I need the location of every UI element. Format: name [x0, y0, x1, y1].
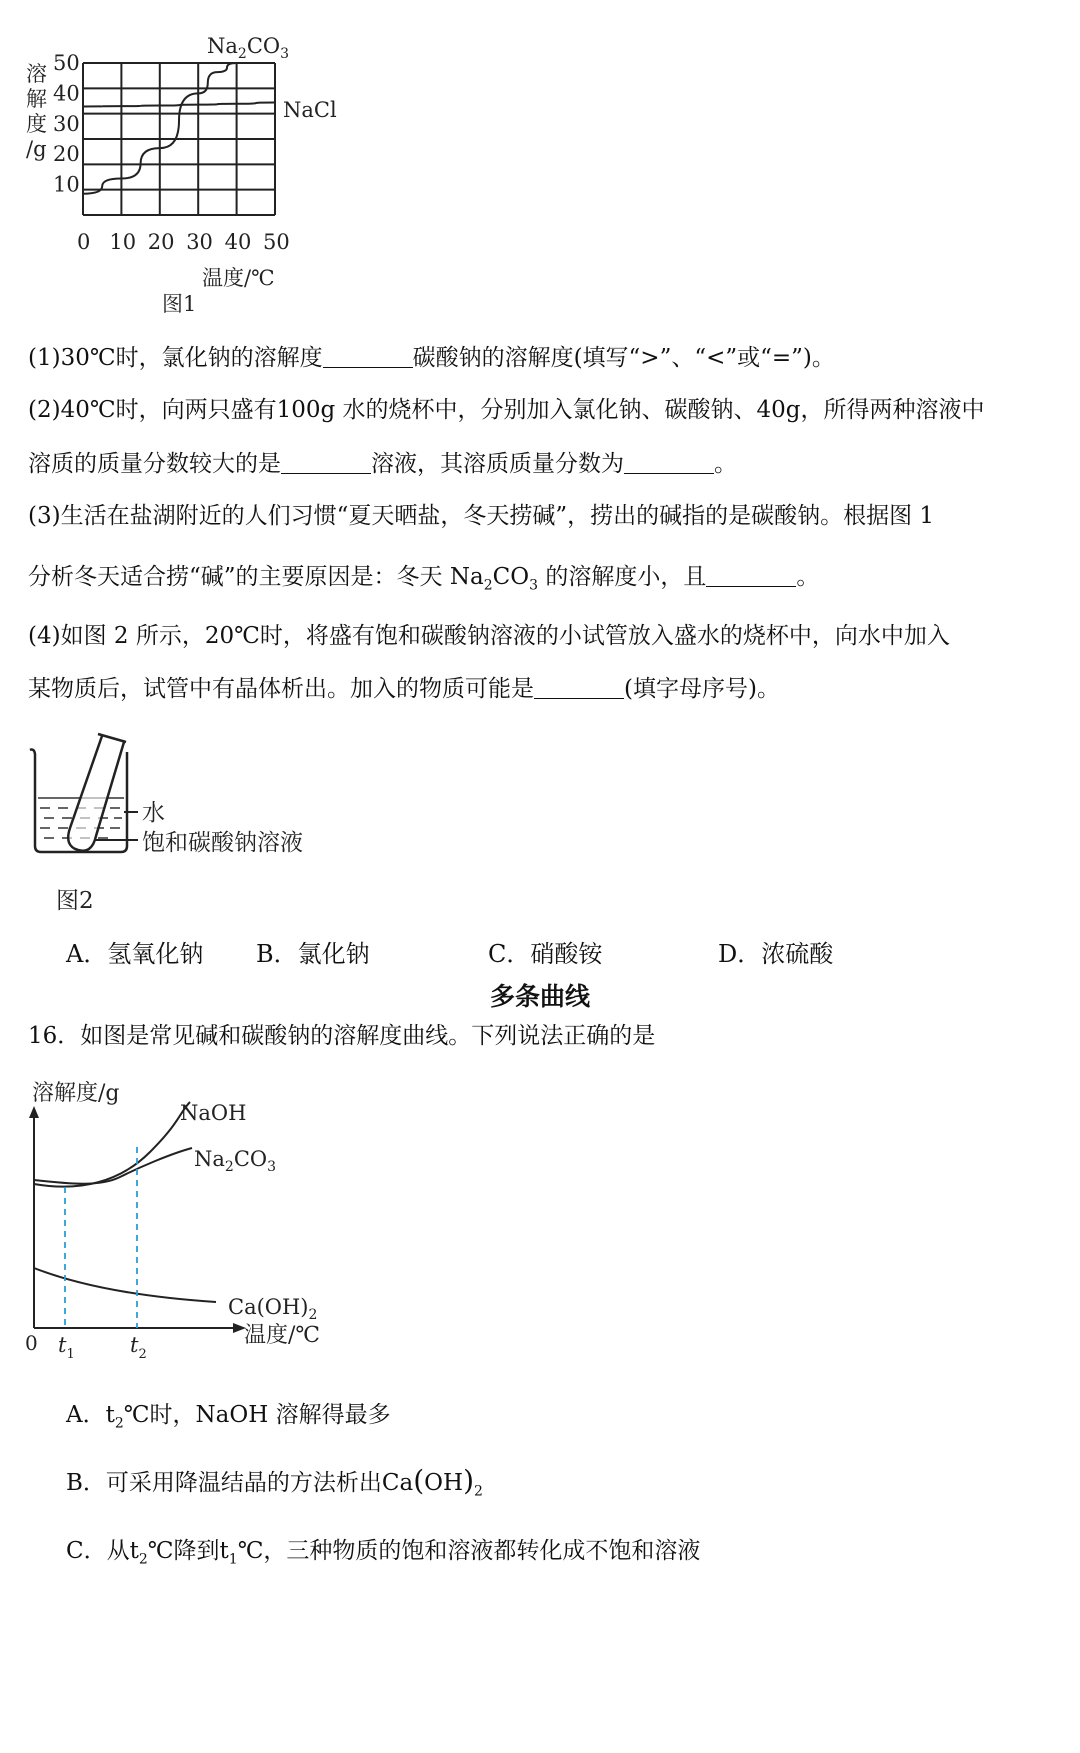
y-axis-label-4: /g: [26, 137, 47, 161]
question-1: [28, 344, 835, 372]
x-tick-label: 40: [224, 230, 252, 254]
y-tick-label: 10: [53, 172, 80, 197]
x-tick-label: 50: [263, 230, 290, 254]
q16-option-b[interactable]: B．可采用降温结晶的方法析出$Ca(OH)_2$: [66, 1464, 483, 1500]
q3-text-d: 。: [796, 564, 820, 590]
y-tick-label: 30: [53, 111, 80, 136]
x-tick-label: 10: [109, 230, 137, 254]
series-label-na2co3: $Na_2CO_3$: [194, 1147, 277, 1175]
curve-na2co3: [34, 1148, 192, 1184]
q1-text-b: 碳酸钠的溶解度(填写“>”、“<”或“=”)。: [412, 345, 835, 371]
y-tick-label: 20: [53, 142, 80, 167]
curve-caoh2: [34, 1268, 216, 1302]
q2-text-d: 。: [714, 451, 737, 477]
section-title: 多条曲线: [489, 982, 590, 1011]
y-axis-arrow: [29, 1106, 39, 1118]
question-2-line2: [28, 450, 737, 478]
origin-label: 0: [25, 1331, 38, 1355]
q2-text-b: 溶质的质量分数较大的是: [28, 451, 281, 477]
series-line-nacl: [83, 103, 275, 107]
y-axis-label: 溶解度/g: [32, 1081, 120, 1106]
option-c[interactable]: C．硝酸铵: [488, 940, 603, 968]
q4-text-c: (填字母序号)。: [624, 676, 780, 702]
series-label-nacl: NaCl: [283, 98, 337, 122]
option-d[interactable]: D．浓硫酸: [718, 940, 834, 968]
test-tube: [68, 734, 126, 851]
question-3-line2: [28, 563, 819, 600]
question-16-stem: 16．如图是常见碱和碳酸钠的溶解度曲线。下列说法正确的是: [28, 1023, 656, 1049]
q16-option-a[interactable]: A．$t_2℃$时，NaOH 溶解得最多: [66, 1402, 391, 1432]
q2-text-c: 溶液，其溶质质量分数为: [371, 451, 624, 477]
y-axis-label-3: 度: [26, 112, 47, 136]
q16-option-c[interactable]: C．从$t_2℃$降到$t_1℃$，三种物质的饱和溶液都转化成不饱和溶液: [66, 1538, 701, 1568]
figure1-chart: [20, 25, 350, 325]
q3-answer-blank[interactable]: [706, 566, 796, 587]
x-tick-label: 20: [147, 230, 175, 254]
q4-text-b: 某物质后，试管中有晶体析出。加入的物质可能是: [28, 676, 534, 702]
question-4-line2: [28, 675, 780, 703]
tick-t2: $t_2$: [130, 1333, 147, 1362]
series-label-caoh2: $Ca(OH)_2$: [228, 1295, 318, 1323]
label-water: 水: [142, 800, 165, 826]
option-a[interactable]: A．氢氧化钠: [66, 940, 204, 968]
q1-text-a: (1)30℃时，氯化钠的溶解度: [28, 345, 323, 371]
q4-text-a: (4)如图 2 所示，20℃时，将盛有饱和碳酸钠溶液的小试管放入盛水的烧杯中，向水中加入: [28, 623, 950, 649]
y-axis-label-2: 解: [26, 87, 47, 111]
question-2-line1: [28, 396, 985, 424]
y-axis-label-1: 溶: [26, 62, 47, 86]
question-3-line1: [28, 502, 934, 530]
y-tick-label: 50: [53, 51, 80, 75]
na2co3-formula: $Na_2CO_3$: [449, 564, 538, 594]
q3-text-c: 的溶解度小，且: [545, 564, 707, 590]
figure2-beaker-diagram: [20, 728, 340, 928]
figure1-caption: 图1: [162, 292, 197, 316]
y-tick-label: 40: [53, 81, 80, 106]
figure-q16-chart: [20, 1072, 340, 1372]
figure2-caption: 图2: [56, 888, 94, 914]
caoh2-formula: $Ca(OH)_2$: [381, 1464, 483, 1500]
curve-naoh: [34, 1102, 190, 1187]
q2-text-a: (2)40℃时，向两只盛有100g 水的烧杯中，分别加入氯化钠、碳酸钠、40g，所得两种溶液中: [28, 397, 985, 423]
chart-grid: [83, 63, 275, 215]
question-4-line1: [28, 622, 950, 650]
series-label-naoh: NaOH: [180, 1101, 247, 1125]
q4-answer-blank[interactable]: [534, 678, 624, 699]
q1-answer-blank[interactable]: [323, 347, 413, 368]
option-b[interactable]: B．氯化钠: [256, 940, 370, 968]
x-axis-label: 温度/℃: [202, 266, 275, 290]
x-axis-label: 温度/℃: [244, 1323, 321, 1348]
series-label-na2co3: $Na_2CO_3$: [207, 34, 290, 62]
q3-text-b: 分析冬天适合捞“碱”的主要原因是：冬天: [28, 564, 443, 590]
x-tick-label: 0: [77, 230, 91, 254]
label-solution: 饱和碳酸钠溶液: [142, 830, 303, 856]
tick-t1: $t_1$: [58, 1333, 75, 1362]
q2-answer-blank-1[interactable]: [281, 453, 371, 474]
q3-text-a: (3)生活在盐湖附近的人们习惯“夏天晒盐，冬天捞碱”，捞出的碱指的是碳酸钠。根据图 1: [28, 503, 935, 529]
chart-series: [83, 63, 275, 194]
chart-ticks: [53, 51, 290, 254]
q2-answer-blank-2[interactable]: [624, 453, 714, 474]
x-tick-label: 30: [186, 230, 213, 254]
